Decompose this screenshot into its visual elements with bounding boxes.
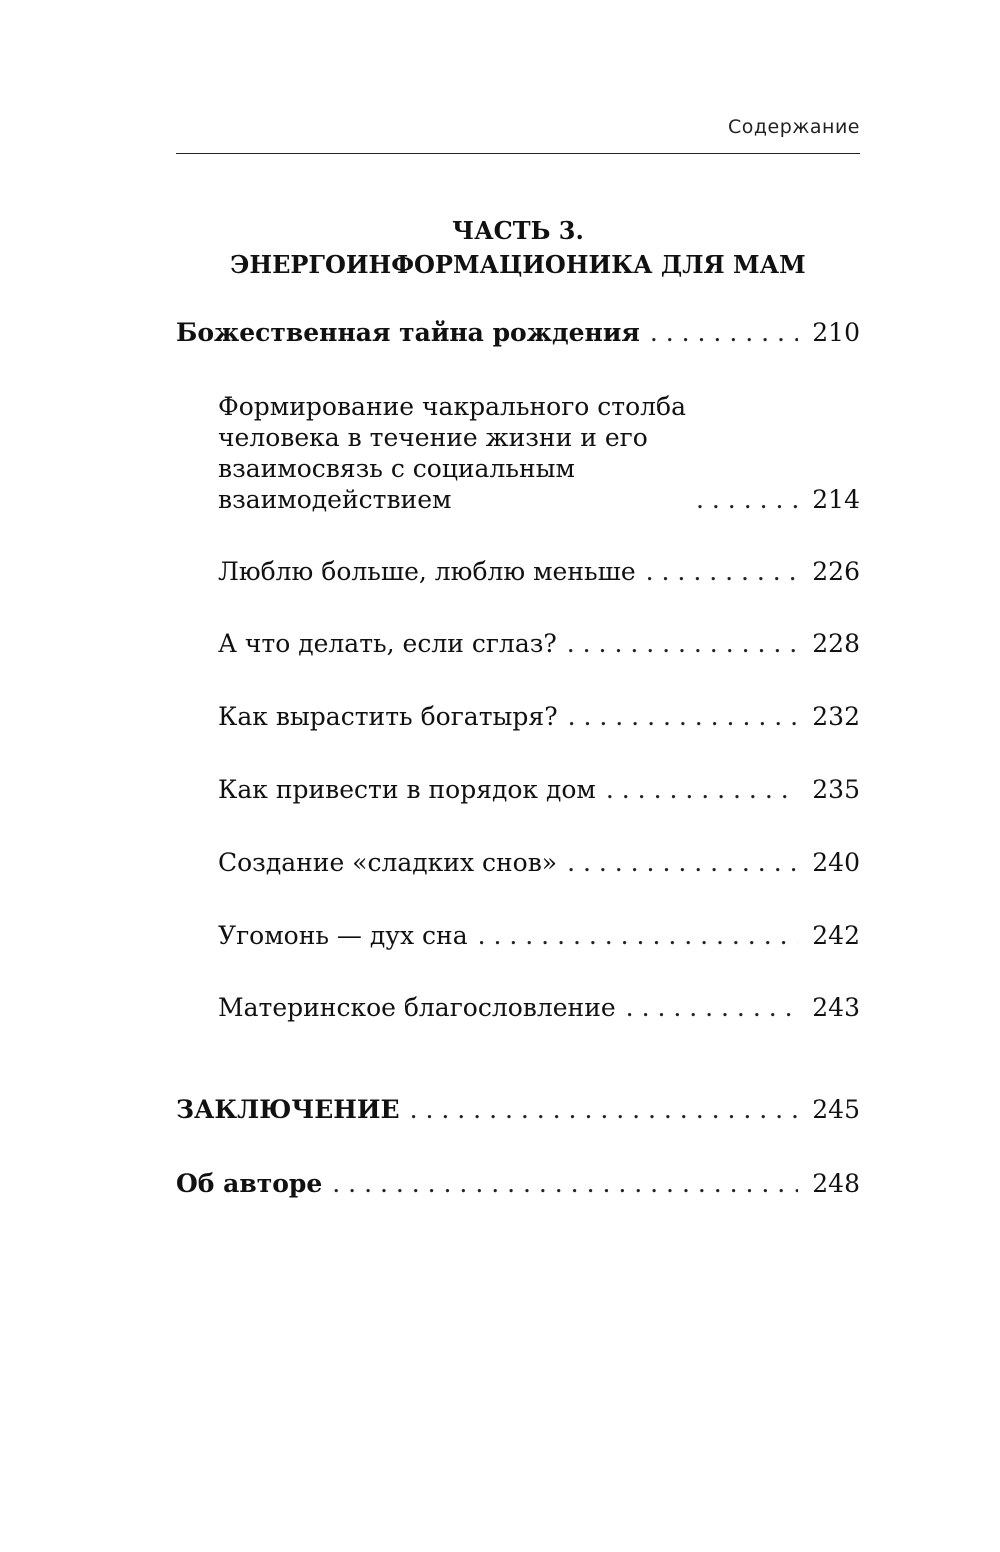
toc-entry-order-home[interactable]: [218, 774, 860, 805]
part-number: ЧАСТЬ 3.: [452, 216, 584, 245]
running-header: Содержание: [728, 116, 860, 138]
toc-entry-evil-eye[interactable]: [218, 628, 860, 659]
dot-leader: [650, 317, 798, 348]
entry-title: Создание «сладких снов»: [218, 848, 558, 877]
entry-page: 214: [812, 485, 860, 514]
header-rule: [176, 153, 860, 154]
entry-page: 235: [812, 775, 860, 804]
dot-leader: [606, 774, 798, 805]
dot-leader: [646, 556, 799, 587]
dot-leader: [568, 701, 799, 732]
toc-entry-sleep-spirit[interactable]: [218, 920, 860, 951]
entry-page: 243: [812, 993, 860, 1022]
dot-leader: [332, 1168, 798, 1199]
entry-title: Божественная тайна рождения: [176, 318, 640, 347]
entry-page: 242: [812, 921, 860, 950]
toc-entry-love-more-less[interactable]: [218, 556, 860, 587]
entry-title: А что делать, если сглаз?: [218, 629, 557, 658]
toc-entry-mother-blessing[interactable]: [218, 992, 860, 1023]
entry-title: Как привести в порядок дом: [218, 775, 596, 804]
part-title: ЭНЕРГОИНФОРМАЦИОНИКА ДЛЯ МАМ: [230, 250, 806, 279]
toc-entry-chakra-column[interactable]: [218, 391, 860, 515]
entry-page: 228: [812, 629, 860, 658]
entry-title: Люблю больше, люблю меньше: [218, 557, 636, 586]
entry-title: Как вырастить богатыря?: [218, 702, 558, 731]
entry-title: Об авторе: [176, 1169, 323, 1198]
toc-entry-about-author[interactable]: [176, 1168, 860, 1199]
entry-title: Угомонь — дух сна: [218, 921, 468, 950]
dot-leader: [567, 628, 799, 659]
entry-title: Материнское благословление: [218, 993, 616, 1022]
dot-leader: [696, 484, 798, 515]
entry-page: 248: [812, 1169, 860, 1198]
entry-page: 226: [812, 557, 860, 586]
dot-leader: [567, 847, 798, 878]
entry-title: ЗАКЛЮЧЕНИЕ: [176, 1095, 400, 1124]
entry-title: Формирование чакрального столба человека в течение жизни и его взаимосвязь с социальным взаимодействием: [218, 392, 687, 514]
toc-entry-raise-hero[interactable]: [218, 701, 860, 732]
dot-leader: [410, 1094, 799, 1125]
toc-entry-conclusion[interactable]: [176, 1094, 860, 1125]
entry-page: 210: [812, 318, 860, 347]
entry-page: 240: [812, 848, 860, 877]
entry-page: 232: [812, 702, 860, 731]
toc-entry-sweet-dreams[interactable]: [218, 847, 860, 878]
part-heading: [176, 214, 860, 282]
dot-leader: [478, 920, 799, 951]
entry-page: 245: [812, 1095, 860, 1124]
toc-entry-birth-mystery[interactable]: [176, 317, 860, 348]
dot-leader: [626, 992, 799, 1023]
